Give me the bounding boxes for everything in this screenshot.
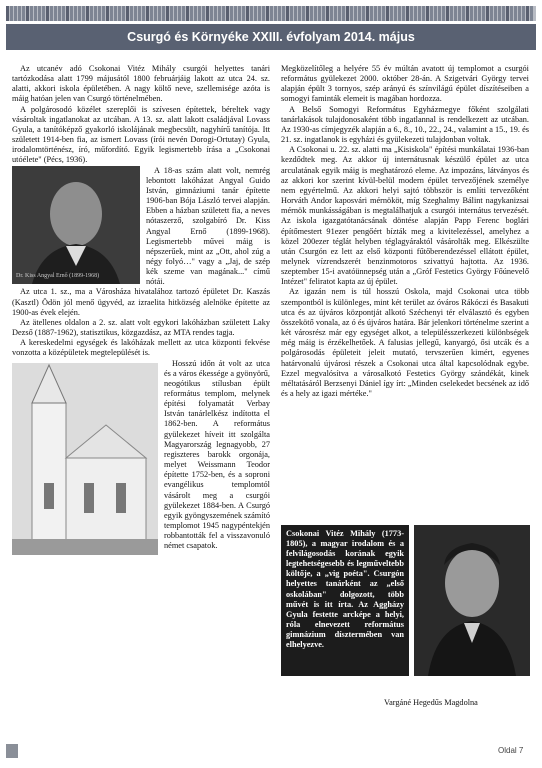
pattern-block <box>302 6 305 21</box>
pattern-block <box>450 6 453 21</box>
pattern-block <box>274 6 277 21</box>
pattern-block <box>22 6 25 21</box>
pattern-block <box>78 6 81 21</box>
pattern-block <box>30 6 33 21</box>
paragraph: Az utca 1. sz., ma a Városháza hivatalához tartozó épületet Dr. Kaszás (Kasztl) Ödön jól menő ügyvéd, az izraelita hitközség alelnöke építette az 1900-as évek elején. <box>12 287 270 317</box>
pattern-block <box>150 6 153 21</box>
pattern-block <box>194 6 197 21</box>
pattern-block <box>262 6 265 21</box>
pattern-block <box>222 6 225 21</box>
pattern-block <box>270 6 273 21</box>
header-pattern-bar <box>6 6 536 21</box>
pattern-block <box>66 6 69 21</box>
pattern-block <box>330 6 333 21</box>
pattern-block <box>186 6 189 21</box>
pattern-block <box>230 6 233 21</box>
portrait-caption-box: Csokonai Vitéz Mihály (1773-1805), a magyar irodalom és a felvilágosodás korának egyik legtehetségesebb és legműveltebb költője, a „vig poéta". Csurgón helyettes tanárként az „első oskolában" dolgozott, több művét is itt írta. Az Aggházy Gyula festette arcképe a helyi, róla elnevezett református gimnázium dísztermében van elhelyezve. <box>281 525 409 676</box>
pattern-block <box>414 6 417 21</box>
pattern-block <box>354 6 357 21</box>
pattern-block <box>174 6 177 21</box>
pattern-block <box>162 6 165 21</box>
pattern-block <box>234 6 237 21</box>
pattern-block <box>134 6 137 21</box>
pattern-block <box>6 6 9 21</box>
pattern-block <box>34 6 37 21</box>
page-number: Oldal 7 <box>498 746 524 755</box>
paragraph: A 18-as szám alatt volt, nemrég lebontott lakóházat Angyal Guido István, gimnáziumi tanár építette 1906-ban Bója László tervei alapján. Ebben a házban született fia, a neves nótaszerző, szolgabíró Dr. Kiss Angyal Ernő (1899-1968). Legismertebb művei máig is népszerűek, mint az „Ott, ahol zúg a négy folyó…" vagy a „Jaj, de szép kék szeme van magának..." című nótái. <box>146 165 270 287</box>
paragraph: Az ätellenes oldalon a 2. sz. alatt volt egykori lakóházban született Laky Dezső (1887-1962), statisztikus, közgazdász, az MTA rendes tagja. <box>12 317 270 338</box>
pattern-block <box>94 6 97 21</box>
pattern-block <box>466 6 469 21</box>
pattern-block <box>278 6 281 21</box>
pattern-block <box>18 6 21 21</box>
photo-caption: Dr. Kiss Angyal Ernő (1899-1968) <box>16 273 100 280</box>
pattern-block <box>254 6 257 21</box>
portrait-photo-kiss-angyal <box>12 166 140 284</box>
pattern-block <box>86 6 89 21</box>
pattern-block <box>198 6 201 21</box>
pattern-block <box>298 6 301 21</box>
paragraph: Megközelítőleg a helyére 55 év múltán avatott új templomot a csurgói református gyülekezet 2000. október 28-án. A Szigetvári György tervei alapján épült 3 tornyos, szép arányú és színvilágú épület díszítéseiben a somogyi faminták elemeit is magában hordozza. <box>281 64 529 104</box>
pattern-block <box>102 6 105 21</box>
pattern-block <box>314 6 317 21</box>
pattern-block <box>238 6 241 21</box>
pattern-block <box>454 6 457 21</box>
pattern-block <box>170 6 173 21</box>
pattern-block <box>394 6 397 21</box>
pattern-block <box>478 6 481 21</box>
pattern-block <box>382 6 385 21</box>
pattern-block <box>118 6 121 21</box>
paragraph: Az igazán nem is túl hosszú Oskola, majd Csokonai utca több szempontból is különleges, mint két terület az óváros Rákóczi és Basakuti utca és az újváros központját alkotó Széchenyi tér elválasztó és egyben összekötő vonala, az ó és újváros határa. Bár jelenkori történelme szerint a két városrész már egy egységet alkot, a településszerkezeti különbségek még máig is érzékelhetőek. A falusias jellegű, kanyargó, ősi utcák és a polgárosodás épületeit jeleit mutató, tervszerűen kimért, egyenes határvonalú újvárosi részek a Csokonai utca által kapcsolódnak egybe. Ezzel megvalósítva a városalkotó Festetics György szándékát, kinek méltatásáról Berzsenyi Dániel így írt: „Minden cselekedet becsének az idő és a hely az igazi mértéke." <box>281 287 529 398</box>
pattern-block <box>282 6 285 21</box>
footer-square <box>6 744 18 758</box>
pattern-block <box>402 6 405 21</box>
pattern-block <box>386 6 389 21</box>
author-signature: Vargáné Hegedűs Magdolna <box>384 698 478 707</box>
pattern-block <box>322 6 325 21</box>
pattern-block <box>430 6 433 21</box>
pattern-block <box>518 6 521 21</box>
pattern-block <box>154 6 157 21</box>
pattern-block <box>90 6 93 21</box>
pattern-block <box>106 6 109 21</box>
pattern-block <box>506 6 509 21</box>
pattern-block <box>82 6 85 21</box>
pattern-block <box>418 6 421 21</box>
pattern-block <box>26 6 29 21</box>
pattern-block <box>10 6 13 21</box>
pattern-block <box>398 6 401 21</box>
pattern-block <box>494 6 497 21</box>
pattern-block <box>246 6 249 21</box>
pattern-block <box>114 6 117 21</box>
pattern-block <box>206 6 209 21</box>
pattern-block <box>370 6 373 21</box>
pattern-block <box>498 6 501 21</box>
portrait-silhouette-icon <box>414 525 530 676</box>
pattern-block <box>130 6 133 21</box>
pattern-block <box>490 6 493 21</box>
pattern-block <box>62 6 65 21</box>
pattern-block <box>182 6 185 21</box>
pattern-block <box>514 6 517 21</box>
pattern-block <box>226 6 229 21</box>
pattern-block <box>14 6 17 21</box>
pattern-block <box>110 6 113 21</box>
pattern-block <box>442 6 445 21</box>
pattern-block <box>482 6 485 21</box>
pattern-block <box>318 6 321 21</box>
pattern-block <box>310 6 313 21</box>
pattern-block <box>378 6 381 21</box>
pattern-block <box>290 6 293 21</box>
paragraph: A Csokonai u. 22. sz. alatti ma „Kisiskola" építési munkálatai 1936-ban kezdődtek meg. Az akkor új internátusnak készülő épület az utca arculatának egyik máig is meghatározó eleme. Az impozáns, látványos és az akkori kor szerint kívül-belül modern épület tervezőjének személye nem egyértelmű. Az akkori helyi sajtó többször is említi tervezőként Horváth Andor kaposvári mérnököt, míg Szeghalmy Bálint nagykanizsai mérnök munkásságában is megtalálhatjuk a csurgói internátus tervezését. Az iskola igazgatótanácsának döntése alapján Papp Ferenc boglári építőmestert 91ezer pengőért bízták meg a kivitelezéssel, amelyhez a közel 200ezer téglát helyben téglagyáraktól vásárolták meg. Elkészülte után Csurgón ez lett az első központi fűtőberendezéssel ellátott épület, melynek vízrendszerét benzinmotoros szivattyú hajtotta. Az 1936. szeptember 15-i avatóünnepség után a „Gróf Festetics György Főúnevelő Intézet" feliratot kapta az új épület. <box>281 145 529 287</box>
pattern-block <box>362 6 365 21</box>
paragraph: A Belső Somogyi Református Egyházmegye főként szolgálati tanárlakások tulajdonosaként több ingatlannal is rendelkezett az utcában. Az 1930-as címjegyzék alapján a 6., 8., 10., 22., 24., valamint a 15., 19. és 21. sz. ingatlanok is egyházi és gyülekezeti tulajdonban voltak. <box>281 104 529 145</box>
paragraph: Az utcanév adó Csokonai Vitéz Mihály csurgói helyettes tanári tartózkodása alatt 1799 májusától 1800 februárjáig lakott az utca 24. sz. alatti, akkori iskola épületében. A nagy költő neve, szellemisége azóta is máig hatóan jelen van Csurgó történelmében. <box>12 64 270 104</box>
pattern-block <box>358 6 361 21</box>
pattern-block <box>486 6 489 21</box>
pattern-block <box>258 6 261 21</box>
pattern-block <box>250 6 253 21</box>
page-title: Csurgó és Környéke XXIII. évfolyam 2014. május <box>6 24 536 50</box>
pattern-block <box>126 6 129 21</box>
pattern-block <box>58 6 61 21</box>
pattern-block <box>474 6 477 21</box>
pattern-block <box>470 6 473 21</box>
pattern-block <box>462 6 465 21</box>
pattern-block <box>54 6 57 21</box>
pattern-block <box>390 6 393 21</box>
pattern-block <box>438 6 441 21</box>
pattern-block <box>374 6 377 21</box>
pattern-block <box>38 6 41 21</box>
pattern-block <box>446 6 449 21</box>
pattern-block <box>46 6 49 21</box>
pattern-block <box>210 6 213 21</box>
pattern-block <box>342 6 345 21</box>
pattern-block <box>242 6 245 21</box>
pattern-block <box>530 6 533 21</box>
pattern-block <box>146 6 149 21</box>
pattern-block <box>410 6 413 21</box>
pattern-block <box>434 6 437 21</box>
pattern-block <box>426 6 429 21</box>
pattern-block <box>202 6 205 21</box>
church-icon <box>12 363 158 555</box>
pattern-block <box>142 6 145 21</box>
paragraph: A kereskedelmi egységek és lakóházak mellett az utca központi fekvése vonzotta a középületek megtelepülését is. <box>12 338 270 358</box>
pattern-block <box>338 6 341 21</box>
pattern-block <box>70 6 73 21</box>
pattern-block <box>422 6 425 21</box>
pattern-block <box>158 6 161 21</box>
right-column <box>281 64 529 399</box>
pattern-block <box>294 6 297 21</box>
pattern-block <box>214 6 217 21</box>
pattern-block <box>42 6 45 21</box>
pattern-block <box>350 6 353 21</box>
pattern-block <box>406 6 409 21</box>
pattern-block <box>286 6 289 21</box>
portrait-silhouette-icon <box>12 166 140 284</box>
pattern-block <box>218 6 221 21</box>
left-column <box>12 64 270 557</box>
paragraph: A polgárosodó közélet szereplői is szívesen építettek, béreltek vagy vásároltak ingatlanokat az utcában. A 13. sz. alatt lakott családjával Lovass Gyula, a tanítóképző gyakorló iskolájának megbecsült, nagyhírű tanítója. Itt született 1914-ben fia, az ismert Lovass (írói nevén Dorogi-Ortutay) Gyula, irodalomtörténész, író, műfordító. Egyik legismertebb írása a „Csokonai utóélete" (Pécs, 1936). <box>12 104 270 165</box>
pattern-block <box>326 6 329 21</box>
pattern-block <box>526 6 529 21</box>
portrait-csokonai <box>414 525 530 676</box>
church-photo <box>12 363 158 555</box>
pattern-block <box>178 6 181 21</box>
pattern-block <box>334 6 337 21</box>
pattern-block <box>522 6 525 21</box>
pattern-block <box>502 6 505 21</box>
pattern-block <box>510 6 513 21</box>
pattern-block <box>138 6 141 21</box>
paragraph: Hosszú időn át volt az utca és a város ékessége a gyönyörű, neogótikus stílusban épült református templom, melynek építési folyamatát Verbay István tanárlelkész indította el 1862-ben. A református gyülekezet híveit itt szolgálta Magyarország legnagyobb, 27 regiszteres barokk orgonája, melyet Weissmann Teodor építette 1752-ben, és a soproni evangélikus templomtól vásárolt meg a csurgói gyülekezet 1884-ben. A Csurgó egyik gyöngyszemének számító templomot 1945 nagypéntekjén robbantották fel a visszavonuló német csapatok. <box>164 358 270 551</box>
pattern-block <box>306 6 309 21</box>
pattern-block <box>122 6 125 21</box>
pattern-block <box>346 6 349 21</box>
pattern-block <box>74 6 77 21</box>
pattern-block <box>366 6 369 21</box>
pattern-block <box>266 6 269 21</box>
pattern-block <box>98 6 101 21</box>
pattern-block <box>190 6 193 21</box>
pattern-block <box>458 6 461 21</box>
pattern-block <box>166 6 169 21</box>
pattern-block <box>50 6 53 21</box>
